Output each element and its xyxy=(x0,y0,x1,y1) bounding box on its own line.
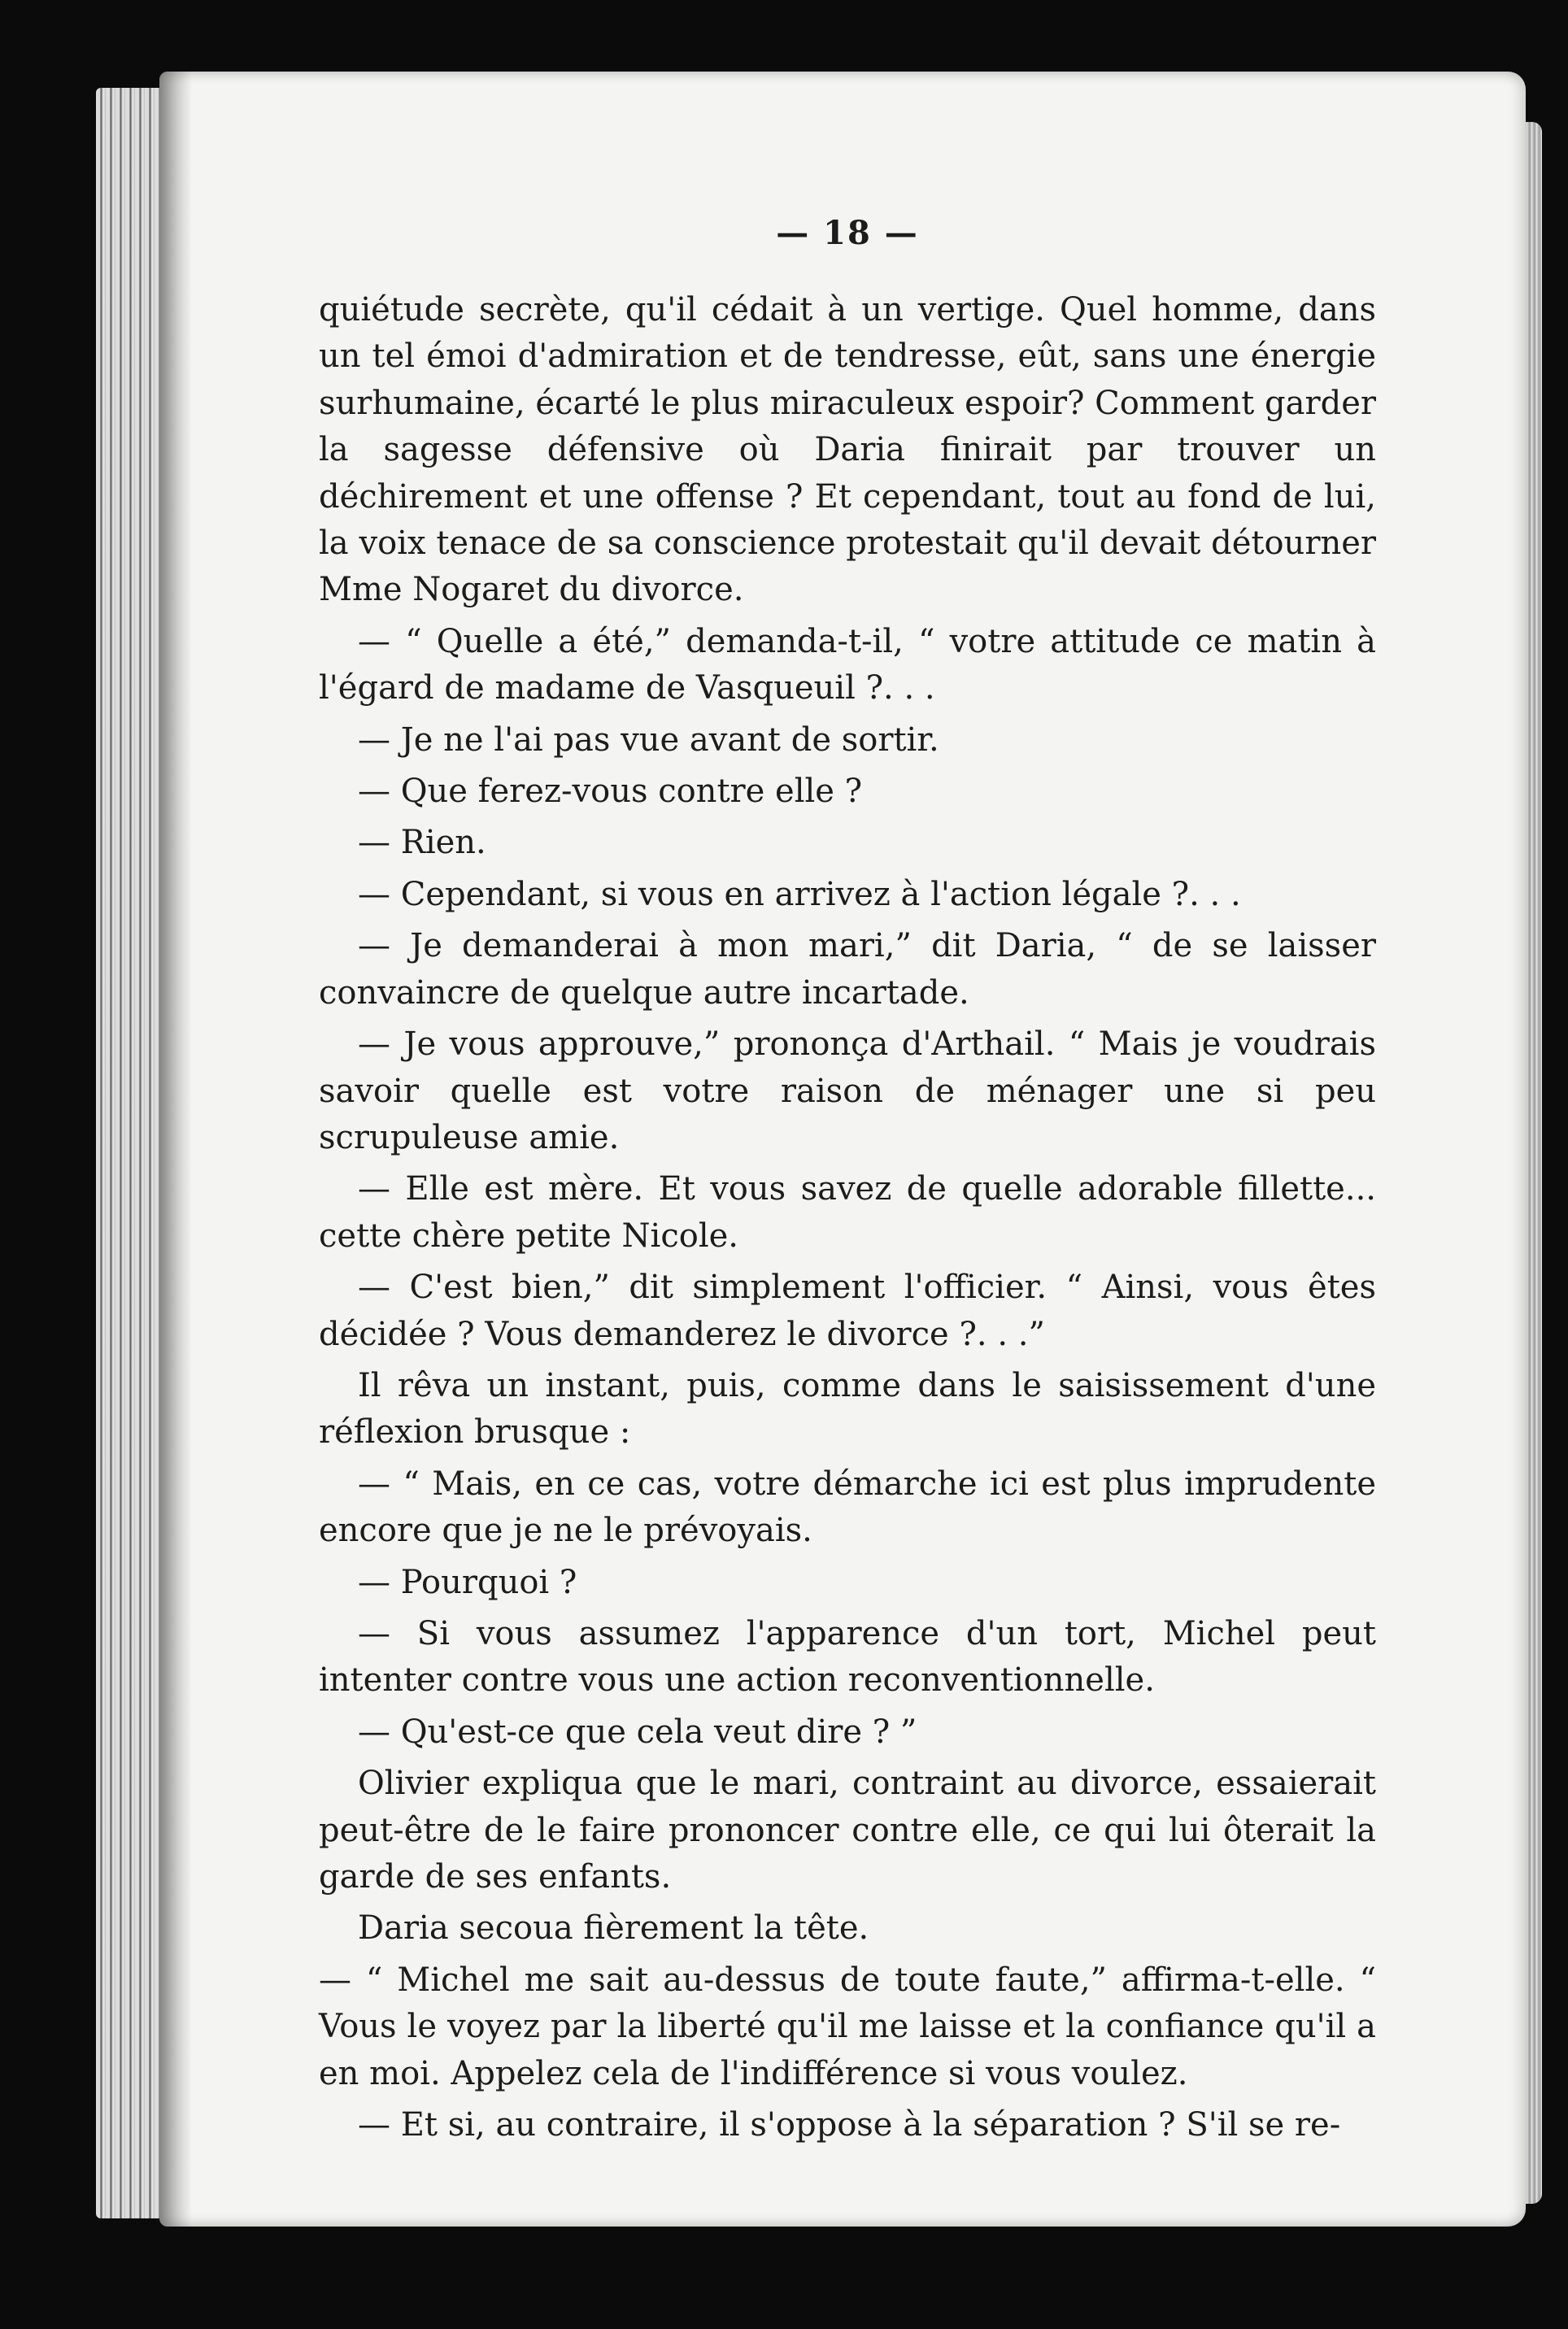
paragraph: — Et si, au contraire, il s'oppose à la séparation ? S'il se re- xyxy=(358,2106,1341,2144)
paragraph: Daria secoua fièrement la tête. xyxy=(358,1909,869,1948)
page-text xyxy=(319,210,1376,2153)
paragraph: — Cependant, si vous en arrivez à l'action légale ?. . . xyxy=(358,875,1241,913)
paragraph: — “ Quelle a été,” demanda-t-il, “ votre attitude ce matin à l'égard de madame de Vasqueuil ?. . . xyxy=(319,622,1376,707)
paragraph: — Que ferez-vous contre elle ? xyxy=(358,773,863,811)
paragraph: — “ Mais, en ce cas, votre démarche ici est plus imprudente encore que je ne le prévoyais. xyxy=(319,1465,1376,1550)
paragraph: — Pourquoi ? xyxy=(358,1563,577,1601)
paragraph: quiétude secrète, qu'il cédait à un vertige. Quel homme, dans un tel émoi d'admiration et de tendresse, eût, sans une énergie surhumaine, écarté le plus miraculeux espoir? Comment garder la sagesse défensive où Daria finirait par trouver un déchirement et une offense ? Et cependant, tout au fond de lui, la voix tenace de sa conscience protestait qu'il devait détourner Mme Nogaret du divorce. xyxy=(319,291,1376,609)
paragraph: — Je ne l'ai pas vue avant de sortir. xyxy=(358,720,939,759)
paragraph-list xyxy=(319,287,1376,2148)
paragraph: — Elle est mère. Et vous savez de quelle adorable fillette... cette chère petite Nicole. xyxy=(319,1170,1376,1255)
paragraph: — Si vous assumez l'apparence d'un tort, Michel peut intenter contre vous une action reconventionnelle. xyxy=(319,1614,1376,1700)
paragraph: — Rien. xyxy=(358,824,486,862)
paragraph: Il rêva un instant, puis, comme dans le saisissement d'une réflexion brusque : xyxy=(319,1366,1376,1452)
page-edges-left xyxy=(96,88,169,2218)
paragraph: — “ Michel me sait au-dessus de toute faute,” affirma-t-elle. “ Vous le voyez par la liberté qu'il me laisse et la confiance qu'il a en moi. Appelez cela de l'indifférence si vous voulez. xyxy=(319,1961,1376,2092)
paragraph: — C'est bien,” dit simplement l'officier. “ Ainsi, vous êtes décidée ? Vous demanderez le divorce ?. . .” xyxy=(319,1269,1376,1353)
paragraph: Olivier expliqua que le mari, contraint au divorce, essaierait peut-être de le faire prononcer contre elle, ce qui lui ôterait la garde de ses enfants. xyxy=(319,1765,1376,1896)
paragraph: — Je vous approuve,” prononça d'Arthail. “ Mais je voudrais savoir quelle est votre raison de ménager une si peu scrupuleuse amie. xyxy=(319,1025,1376,1156)
page-number: — 18 — xyxy=(776,214,919,252)
gutter-shadow xyxy=(159,72,192,2227)
paragraph: — Qu'est-ce que cela veut dire ? ” xyxy=(358,1713,917,1751)
paragraph: — Je demanderai à mon mari,” dit Daria, “ de se laisser convaincre de quelque autre incartade. xyxy=(319,927,1376,1012)
